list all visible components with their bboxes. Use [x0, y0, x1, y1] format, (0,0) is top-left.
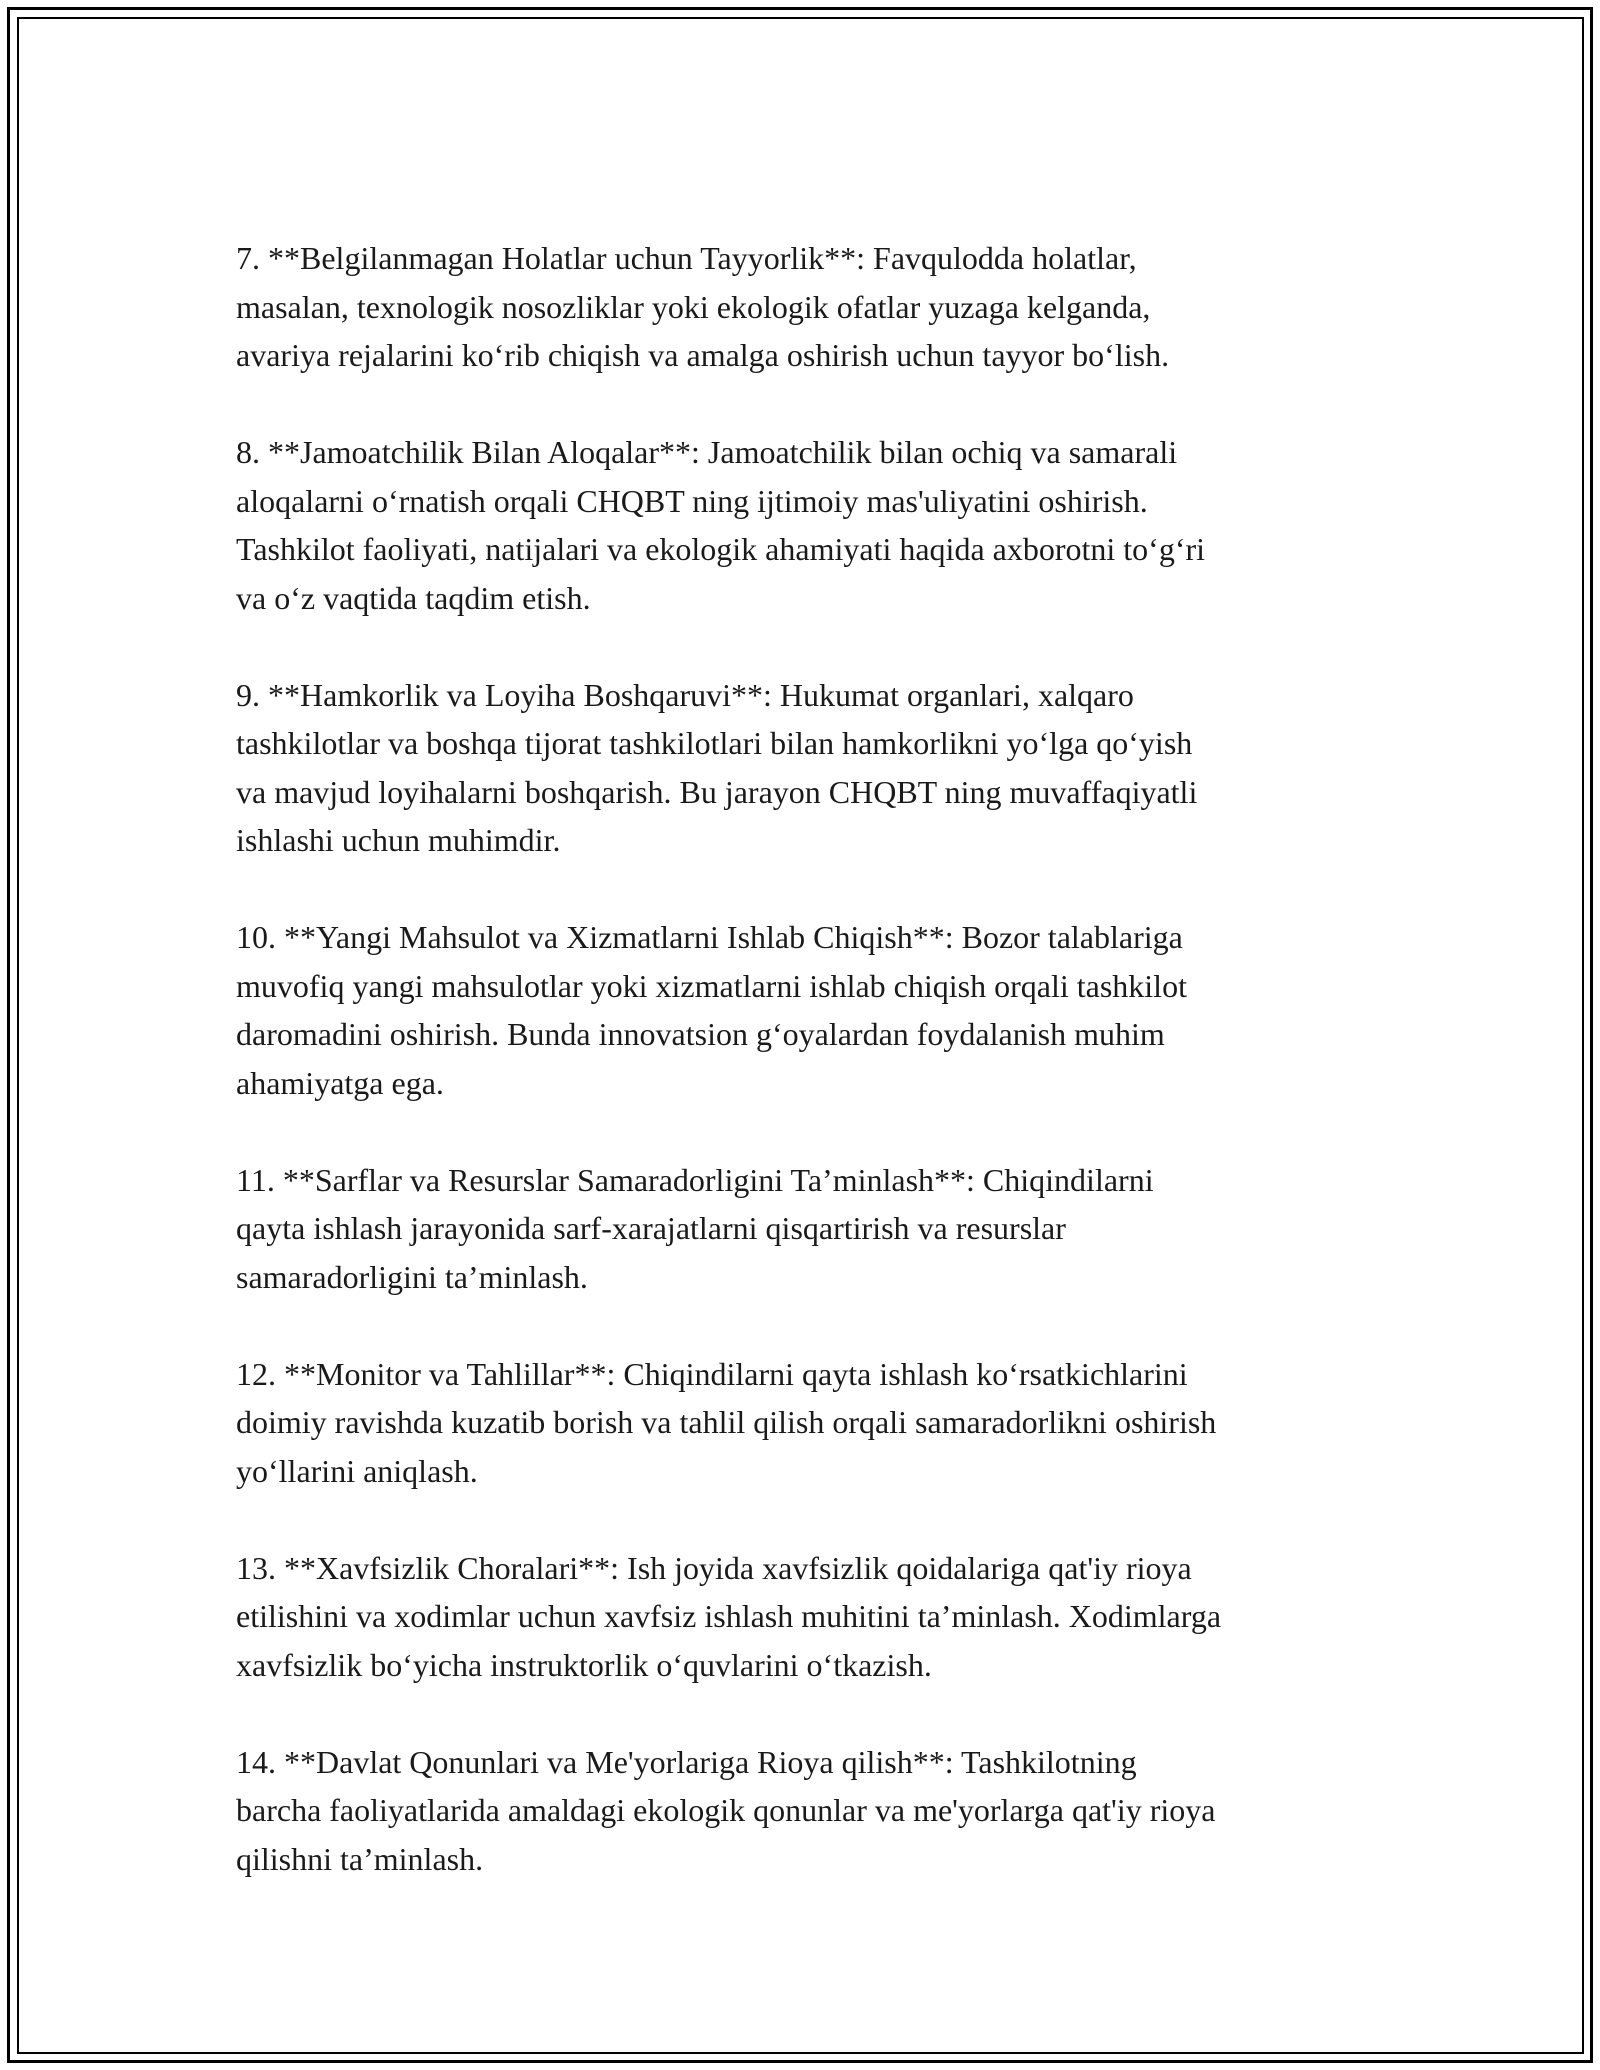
list-item-line: samaradorligini ta’minlash. [236, 1258, 588, 1295]
list-item [236, 234, 1396, 380]
list-item [236, 913, 1396, 1107]
list-item [236, 1544, 1396, 1690]
list-item-line: 12. **Monitor va Tahlillar**: Chiqindilarni qayta ishlash koʻrsatkichlarini [236, 1355, 1188, 1392]
list-item-line: Tashkilot faoliyati, natijalari va ekologik ahamiyati haqida axborotni toʻgʻri [236, 531, 1206, 567]
list-item-line: daromadini oshirish. Bunda innovatsion gʻoyalardan foydalanish muhim [236, 1016, 1165, 1052]
list-item-line: 9. **Hamkorlik va Loyiha Boshqaruvi**: Hukumat organlari, xalqaro [236, 676, 1134, 713]
list-item-line: va oʻz vaqtida taqdim etish. [236, 579, 591, 616]
list-item-line: muvofiq yangi mahsulotlar yoki xizmatlarni ishlab chiqish orqali tashkilot [236, 967, 1187, 1004]
list-item-line: ishlashi uchun muhimdir. [236, 822, 561, 858]
list-item [236, 1156, 1396, 1302]
list-item-line: aloqalarni oʻrnatish orqali CHQBT ning ijtimoiy mas'uliyatini oshirish. [236, 482, 1148, 519]
list-item [236, 1350, 1396, 1496]
list-item-line: avariya rejalarini koʻrib chiqish va amalga oshirish uchun tayyor boʻlish. [236, 337, 1170, 373]
list-item-line: qayta ishlash jarayonida sarf-xarajatlarni qisqartirish va resurslar [236, 1210, 1066, 1246]
list-item [236, 1738, 1396, 1884]
list-item-line: yoʻllarini aniqlash. [236, 1452, 478, 1489]
list-item-line: 14. **Davlat Qonunlari va Me'yorlariga Rioya qilish**: Tashkilotning [236, 1743, 1137, 1780]
list-item-line: 7. **Belgilanmagan Holatlar uchun Tayyorlik**: Favqulodda holatlar, [236, 240, 1137, 276]
list-item-line: va mavjud loyihalarni boshqarish. Bu jarayon CHQBT ning muvaffaqiyatli [236, 773, 1198, 810]
list-item-line: 13. **Xavfsizlik Choralari**: Ish joyida xavfsizlik qoidalariga qat'iy rioya [236, 1549, 1192, 1586]
list-item-line: 8. **Jamoatchilik Bilan Aloqalar**: Jamoatchilik bilan ochiq va samarali [236, 434, 1178, 470]
list-item-line: tashkilotlar va boshqa tijorat tashkilotlari bilan hamkorlikni yoʻlga qoʻyish [236, 725, 1193, 761]
list-item-line: ahamiyatga ega. [236, 1064, 444, 1101]
list-item [236, 428, 1396, 622]
list-item-line: qilishni ta’minlash. [236, 1840, 484, 1877]
list-item-line: doimiy ravishda kuzatib borish va tahlil qilish orqali samaradorlikni oshirish [236, 1404, 1217, 1440]
document-body [236, 234, 1396, 1932]
list-item-line: barcha faoliyatlarida amaldagi ekologik qonunlar va me'yorlarga qat'iy rioya [236, 1792, 1216, 1828]
list-item-line: 11. **Sarflar va Resurslar Samaradorligini Ta’minlash**: Chiqindilarni [236, 1161, 1154, 1198]
list-item [236, 671, 1396, 865]
list-item-line: etilishini va xodimlar uchun xavfsiz ishlash muhitini ta’minlash. Xodimlarga [236, 1598, 1222, 1634]
list-item-line: 10. **Yangi Mahsulot va Xizmatlarni Ishlab Chiqish**: Bozor talablariga [236, 919, 1183, 955]
list-item-line: xavfsizlik boʻyicha instruktorlik oʻquvlarini oʻtkazish. [236, 1646, 932, 1683]
list-item-line: masalan, texnologik nosozliklar yoki ekologik ofatlar yuzaga kelganda, [236, 288, 1151, 325]
